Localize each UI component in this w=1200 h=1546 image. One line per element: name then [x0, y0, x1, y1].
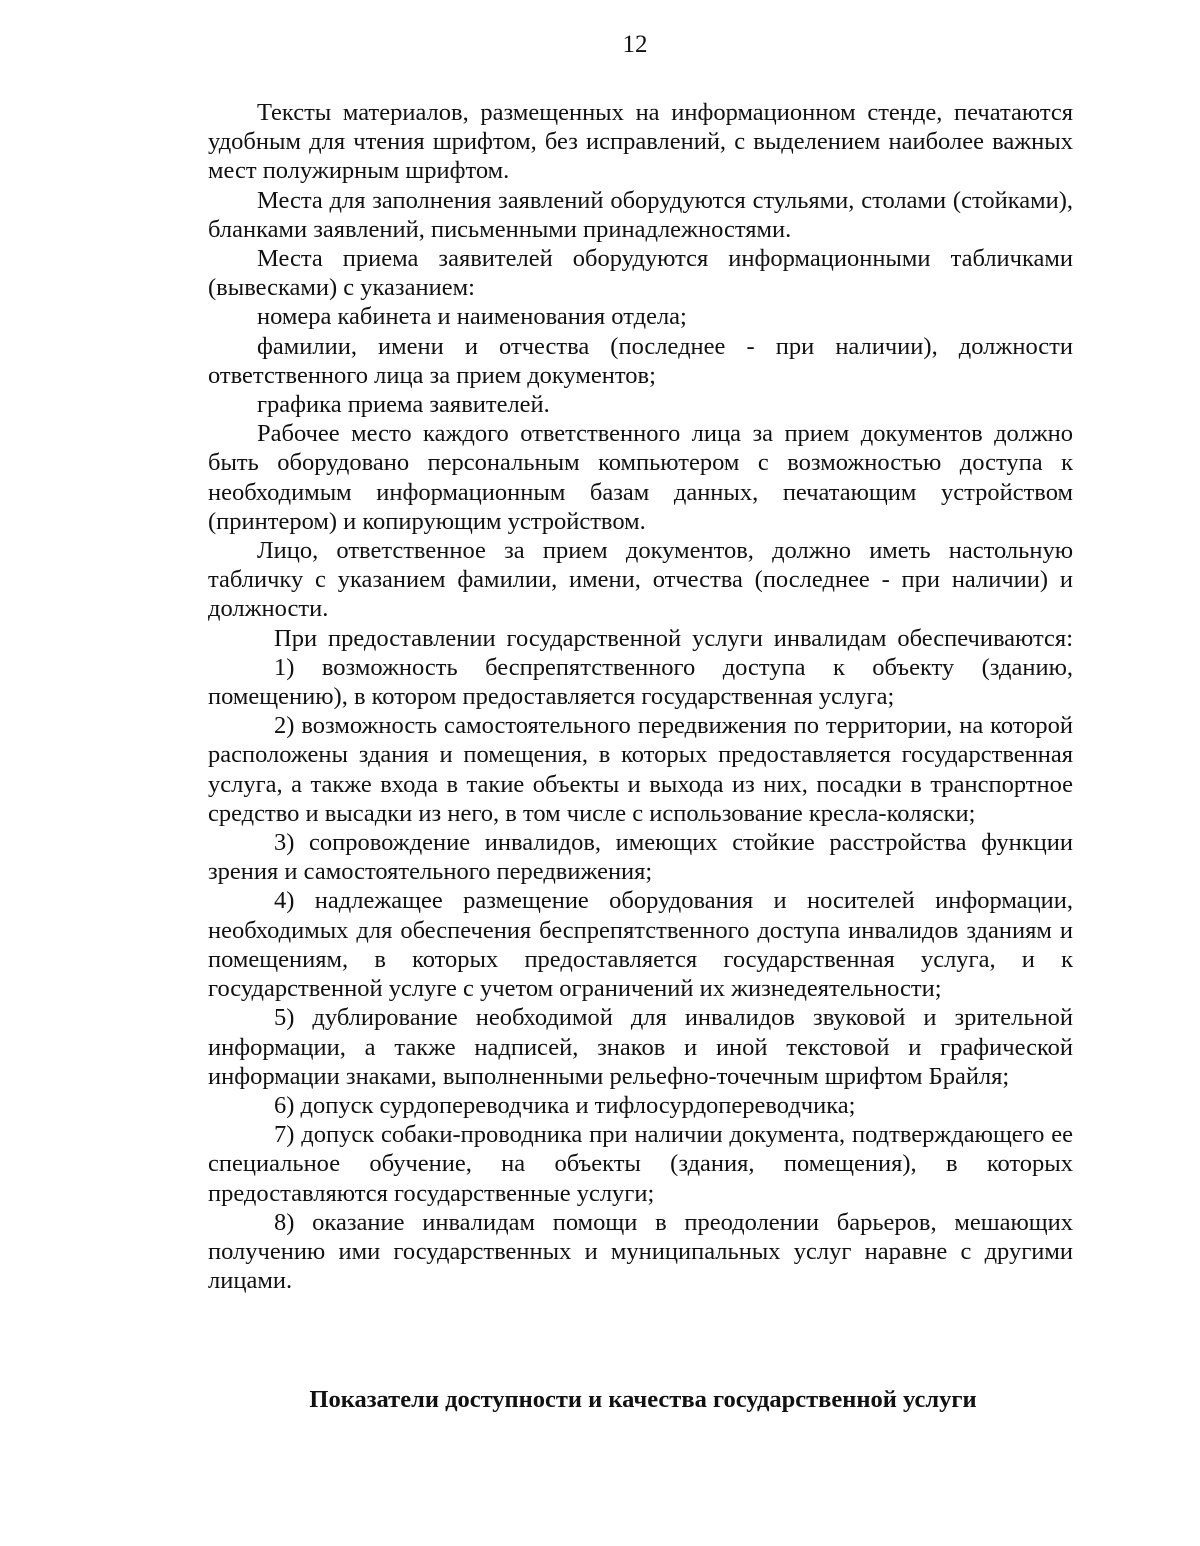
- paragraph-reception-schedule: графика приема заявителей.: [257, 391, 550, 419]
- body-text: [208, 98, 1073, 1295]
- list-item-7: 7) допуск собаки-проводника при наличии документа, подтверждающего ее специальное обучение, на объекты (здания, помещения), в которых предоставляются государственные услуги;: [208, 1121, 1073, 1207]
- paragraph-desk-nameplate: Лицо, ответственное за прием документов, должно иметь настольную табличку с указанием фамилии, имени, отчества (последнее - при наличии) и должности.: [208, 537, 1073, 623]
- paragraph-disabled-services-intro: При предоставлении государственной услуги инвалидам обеспечиваются:: [274, 624, 1073, 652]
- list-item-3: 3) сопровождение инвалидов, имеющих стойкие расстройства функции зрения и самостоятельного передвижения;: [208, 829, 1073, 886]
- paragraph-info-stand-texts: Тексты материалов, размещенных на информационном стенде, печатаются удобным для чтения шрифтом, без исправлений, с выделением наиболее важных мест полужирным шрифтом.: [208, 99, 1073, 185]
- paragraph-cabinet-number: номера кабинета и наименования отдела;: [257, 303, 687, 331]
- paragraph-application-places: Места для заполнения заявлений оборудуются стульями, столами (стойками), бланками заявлений, письменными принадлежностями.: [208, 186, 1073, 243]
- paragraph-responsible-name: фамилии, имени и отчества (последнее - при наличии), должности ответственного лица за прием документов;: [208, 332, 1073, 389]
- list-item-6: 6) допуск сурдопереводчика и тифлосурдопереводчика;: [274, 1091, 856, 1119]
- paragraph-reception-places: Места приема заявителей оборудуются информационными табличками (вывесками) с указанием:: [208, 245, 1073, 302]
- list-item-4: 4) надлежащее размещение оборудования и носителей информации, необходимых для обеспечения беспрепятственного доступа инвалидов зданиям и помещениям, в которых предоставляется государственная услуга, и к государственной услуге с учетом ограничений их жизнедеятельности;: [208, 887, 1073, 1003]
- list-item-1: 1) возможность беспрепятственного доступа к объекту (зданию, помещению), в котором предоставляется государственная услуга;: [208, 653, 1073, 711]
- section-heading: Показатели доступности и качества государственной услуги: [309, 1386, 977, 1413]
- list-item-5: 5) дублирование необходимой для инвалидов звуковой и зрительной информации, а также надписей, знаков и иной текстовой и графической информации знаками, выполненными рельефно-точечным шрифтом Брайля;: [208, 1004, 1073, 1090]
- list-item-2: 2) возможность самостоятельного передвижения по территории, на которой расположены здания и помещения, в которых предоставляется государственная услуга, а также входа в такие объекты и выхода из них, посадки в транспортное средство и высадки из него, в том числе с использование кресла-коляски;: [208, 712, 1073, 827]
- page-number: 12: [622, 31, 648, 58]
- list-item-8: 8) оказание инвалидам помощи в преодолении барьеров, мешающих получению ими государственных и муниципальных услуг наравне с другими лицами.: [208, 1208, 1073, 1295]
- paragraph-workplace: Рабочее место каждого ответственного лица за прием документов должно быть оборудовано персональным компьютером с возможностью доступа к необходимым информационным базам данных, печатающим устройством (принтером) и копирующим устройством.: [208, 420, 1073, 535]
